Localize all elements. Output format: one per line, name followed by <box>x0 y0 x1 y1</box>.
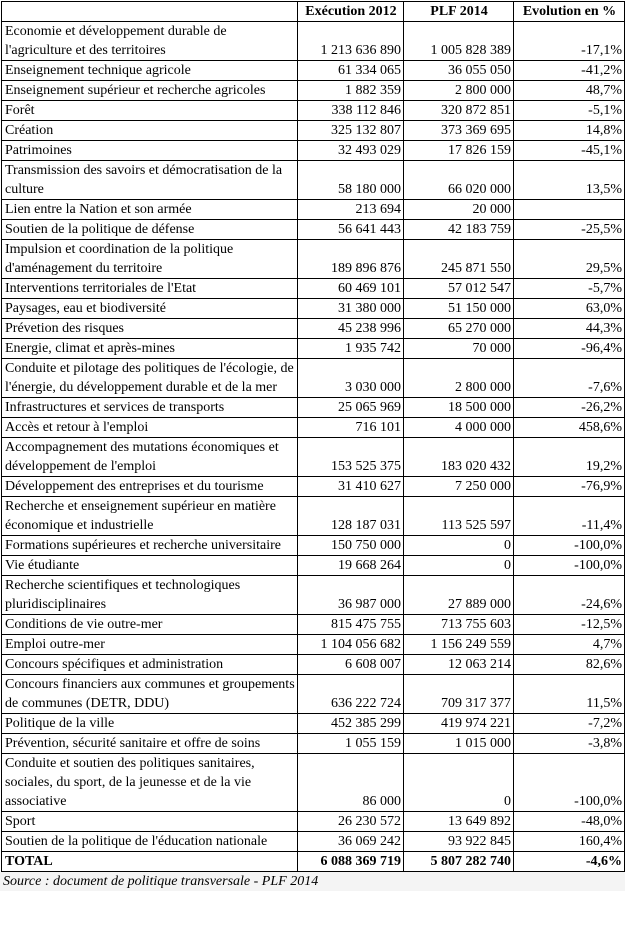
plf-2014-cell: 27 889 000 <box>404 576 514 615</box>
evolution-cell: -96,4% <box>514 339 625 359</box>
execution-2012-cell: 815 475 755 <box>298 615 404 635</box>
row-label: Patrimoines <box>2 141 298 161</box>
plf-2014-cell: 51 150 000 <box>404 299 514 319</box>
execution-2012-cell: 636 222 724 <box>298 675 404 714</box>
evolution-cell: -17,1% <box>514 22 625 61</box>
row-label: Economie et développement durable de l'agriculture et des territoires <box>2 22 298 61</box>
evolution-cell: -5,7% <box>514 279 625 299</box>
table-row <box>2 754 625 812</box>
plf-2014-cell: 320 872 851 <box>404 101 514 121</box>
execution-2012-cell: 60 469 101 <box>298 279 404 299</box>
table-row <box>2 675 625 714</box>
execution-2012-cell: 32 493 029 <box>298 141 404 161</box>
total-row <box>2 852 625 872</box>
plf-2014-cell: 57 012 547 <box>404 279 514 299</box>
row-label: Formations supérieures et recherche universitaire <box>2 536 298 556</box>
row-label: Impulsion et coordination de la politique d'aménagement du territoire <box>2 240 298 279</box>
execution-2012-cell: 36 069 242 <box>298 832 404 852</box>
plf-2014-cell: 419 974 221 <box>404 714 514 734</box>
row-label: Concours spécifiques et administration <box>2 655 298 675</box>
plf-2014-cell: 2 800 000 <box>404 81 514 101</box>
plf-2014-cell: 2 800 000 <box>404 359 514 398</box>
header-execution-2012: Exécution 2012 <box>298 2 404 22</box>
table-row <box>2 714 625 734</box>
execution-2012-cell: 1 882 359 <box>298 81 404 101</box>
row-label: Enseignement supérieur et recherche agricoles <box>2 81 298 101</box>
execution-2012-cell: 26 230 572 <box>298 812 404 832</box>
table-row <box>2 398 625 418</box>
execution-2012-cell: 1 213 636 890 <box>298 22 404 61</box>
plf-2014-cell: 7 250 000 <box>404 477 514 497</box>
plf-2014-cell: 183 020 432 <box>404 438 514 477</box>
execution-2012-cell: 716 101 <box>298 418 404 438</box>
row-label: Prévetion des risques <box>2 319 298 339</box>
table-row <box>2 812 625 832</box>
plf-2014-cell: 245 871 550 <box>404 240 514 279</box>
plf-2014-cell: 13 649 892 <box>404 812 514 832</box>
table-row <box>2 240 625 279</box>
table-row <box>2 161 625 200</box>
execution-2012-cell: 189 896 876 <box>298 240 404 279</box>
execution-2012-cell: 58 180 000 <box>298 161 404 200</box>
plf-2014-cell: 1 005 828 389 <box>404 22 514 61</box>
plf-2014-cell: 36 055 050 <box>404 61 514 81</box>
evolution-cell: 29,5% <box>514 240 625 279</box>
evolution-cell: 44,3% <box>514 319 625 339</box>
execution-2012-cell: 86 000 <box>298 754 404 812</box>
evolution-cell: -7,6% <box>514 359 625 398</box>
plf-2014-cell: 42 183 759 <box>404 220 514 240</box>
table-row <box>2 832 625 852</box>
execution-2012-cell: 3 030 000 <box>298 359 404 398</box>
plf-2014-cell: 0 <box>404 556 514 576</box>
row-label: Infrastructures et services de transports <box>2 398 298 418</box>
table-row <box>2 299 625 319</box>
evolution-cell: 19,2% <box>514 438 625 477</box>
plf-2014-cell: 12 063 214 <box>404 655 514 675</box>
header-plf-2014: PLF 2014 <box>404 2 514 22</box>
execution-2012-cell: 452 385 299 <box>298 714 404 734</box>
evolution-cell: -12,5% <box>514 615 625 635</box>
execution-2012-cell: 6 608 007 <box>298 655 404 675</box>
table-row <box>2 438 625 477</box>
evolution-cell: -24,6% <box>514 576 625 615</box>
execution-2012-cell: 1 104 056 682 <box>298 635 404 655</box>
row-label: Emploi outre-mer <box>2 635 298 655</box>
table-row <box>2 615 625 635</box>
row-label: Accès et retour à l'emploi <box>2 418 298 438</box>
execution-2012-cell: 150 750 000 <box>298 536 404 556</box>
plf-2014-cell: 93 922 845 <box>404 832 514 852</box>
row-label: Politique de la ville <box>2 714 298 734</box>
evolution-cell: 458,6% <box>514 418 625 438</box>
evolution-cell: 4,7% <box>514 635 625 655</box>
table-row <box>2 101 625 121</box>
row-label: Concours financiers aux communes et groupements de communes (DETR, DDU) <box>2 675 298 714</box>
plf-2014-cell: 709 317 377 <box>404 675 514 714</box>
row-label: Paysages, eau et biodiversité <box>2 299 298 319</box>
row-label: Vie étudiante <box>2 556 298 576</box>
execution-2012-cell: 213 694 <box>298 200 404 220</box>
plf-2014-cell: 1 015 000 <box>404 734 514 754</box>
header-evolution: Evolution en % <box>514 2 625 22</box>
plf-2014-cell: 4 000 000 <box>404 418 514 438</box>
table-row <box>2 22 625 61</box>
evolution-cell: -48,0% <box>514 812 625 832</box>
plf-2014-cell: 17 826 159 <box>404 141 514 161</box>
evolution-cell: -26,2% <box>514 398 625 418</box>
table-row <box>2 477 625 497</box>
execution-2012-cell: 36 987 000 <box>298 576 404 615</box>
execution-2012-cell: 61 334 065 <box>298 61 404 81</box>
plf-2014-cell: 113 525 597 <box>404 497 514 536</box>
row-label: Energie, climat et après-mines <box>2 339 298 359</box>
evolution-cell: 160,4% <box>514 832 625 852</box>
row-label: Soutien de la politique de défense <box>2 220 298 240</box>
evolution-cell: -100,0% <box>514 754 625 812</box>
row-label: Conduite et soutien des politiques sanitaires, sociales, du sport, de la jeunesse et de la vie associative <box>2 754 298 812</box>
table-row <box>2 121 625 141</box>
execution-2012-cell: 338 112 846 <box>298 101 404 121</box>
row-label: Lien entre la Nation et son armée <box>2 200 298 220</box>
evolution-cell: 48,7% <box>514 81 625 101</box>
row-label: Accompagnement des mutations économiques et développement de l'emploi <box>2 438 298 477</box>
table-row <box>2 359 625 398</box>
evolution-cell: 11,5% <box>514 675 625 714</box>
evolution-cell: 82,6% <box>514 655 625 675</box>
total-evolution: -4,6% <box>514 852 625 872</box>
row-label: Sport <box>2 812 298 832</box>
table-row <box>2 734 625 754</box>
evolution-cell: 14,8% <box>514 121 625 141</box>
plf-2014-cell: 713 755 603 <box>404 615 514 635</box>
plf-2014-cell: 18 500 000 <box>404 398 514 418</box>
table-row <box>2 220 625 240</box>
row-label: Interventions territoriales de l'Etat <box>2 279 298 299</box>
row-label: Création <box>2 121 298 141</box>
source-note: Source : document de politique transversale - PLF 2014 <box>0 872 625 891</box>
table-row <box>2 141 625 161</box>
evolution-cell: -41,2% <box>514 61 625 81</box>
table-row <box>2 556 625 576</box>
evolution-cell: -45,1% <box>514 141 625 161</box>
table-row <box>2 61 625 81</box>
execution-2012-cell: 31 410 627 <box>298 477 404 497</box>
evolution-cell: -7,2% <box>514 714 625 734</box>
evolution-cell: -5,1% <box>514 101 625 121</box>
evolution-cell: -11,4% <box>514 497 625 536</box>
row-label: Soutien de la politique de l'éducation nationale <box>2 832 298 852</box>
table-row <box>2 497 625 536</box>
row-label: Recherche scientifiques et technologiques pluridisciplinaires <box>2 576 298 615</box>
table-row <box>2 319 625 339</box>
evolution-cell: 13,5% <box>514 161 625 200</box>
table-row <box>2 635 625 655</box>
plf-2014-cell: 65 270 000 <box>404 319 514 339</box>
execution-2012-cell: 19 668 264 <box>298 556 404 576</box>
execution-2012-cell: 31 380 000 <box>298 299 404 319</box>
execution-2012-cell: 25 065 969 <box>298 398 404 418</box>
header-label <box>2 2 298 22</box>
table-row <box>2 536 625 556</box>
header-row <box>2 2 625 22</box>
evolution-cell: -76,9% <box>514 477 625 497</box>
total-plf-2014: 5 807 282 740 <box>404 852 514 872</box>
total-label: TOTAL <box>2 852 298 872</box>
total-execution-2012: 6 088 369 719 <box>298 852 404 872</box>
row-label: Développement des entreprises et du tourisme <box>2 477 298 497</box>
evolution-cell: -3,8% <box>514 734 625 754</box>
row-label: Prévention, sécurité sanitaire et offre de soins <box>2 734 298 754</box>
execution-2012-cell: 128 187 031 <box>298 497 404 536</box>
plf-2014-cell: 373 369 695 <box>404 121 514 141</box>
plf-2014-cell: 0 <box>404 536 514 556</box>
row-label: Forêt <box>2 101 298 121</box>
table-row <box>2 418 625 438</box>
table-row <box>2 655 625 675</box>
table-row <box>2 576 625 615</box>
plf-2014-cell: 70 000 <box>404 339 514 359</box>
execution-2012-cell: 325 132 807 <box>298 121 404 141</box>
evolution-cell: -100,0% <box>514 536 625 556</box>
budget-table <box>1 1 625 872</box>
execution-2012-cell: 1 055 159 <box>298 734 404 754</box>
evolution-cell: -25,5% <box>514 220 625 240</box>
plf-2014-cell: 0 <box>404 754 514 812</box>
execution-2012-cell: 1 935 742 <box>298 339 404 359</box>
table-row <box>2 200 625 220</box>
row-label: Conditions de vie outre-mer <box>2 615 298 635</box>
row-label: Recherche et enseignement supérieur en matière économique et industrielle <box>2 497 298 536</box>
table-row <box>2 339 625 359</box>
row-label: Conduite et pilotage des politiques de l'écologie, de l'énergie, du développement durable et de la mer <box>2 359 298 398</box>
row-label: Transmission des savoirs et démocratisation de la culture <box>2 161 298 200</box>
plf-2014-cell: 66 020 000 <box>404 161 514 200</box>
plf-2014-cell: 20 000 <box>404 200 514 220</box>
evolution-cell: 63,0% <box>514 299 625 319</box>
evolution-cell: -100,0% <box>514 556 625 576</box>
plf-2014-cell: 1 156 249 559 <box>404 635 514 655</box>
table-row <box>2 279 625 299</box>
table-row <box>2 81 625 101</box>
execution-2012-cell: 153 525 375 <box>298 438 404 477</box>
evolution-cell <box>514 200 625 220</box>
execution-2012-cell: 45 238 996 <box>298 319 404 339</box>
row-label: Enseignement technique agricole <box>2 61 298 81</box>
execution-2012-cell: 56 641 443 <box>298 220 404 240</box>
